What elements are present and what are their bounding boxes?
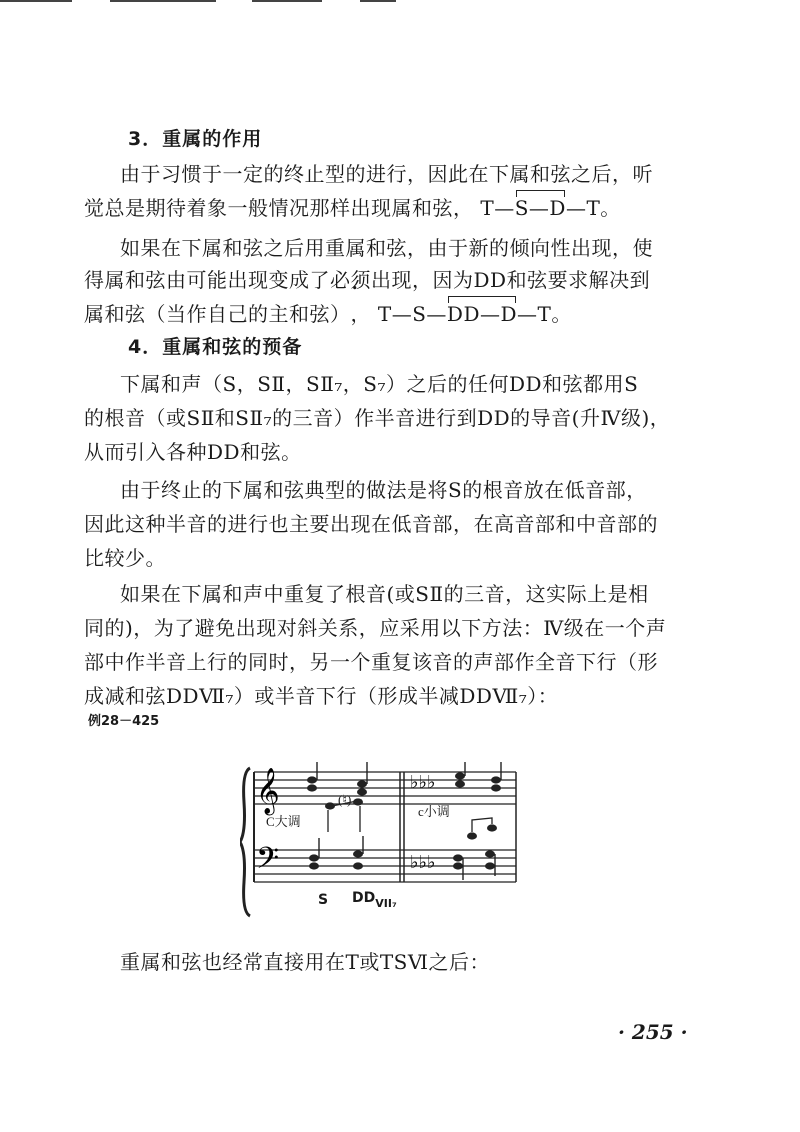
bass-clef-icon: 𝄢 bbox=[256, 842, 280, 883]
p4-line1: 由于终止的下属和弦典型的做法是将S的根音放在低音部， bbox=[120, 478, 647, 502]
bass-notes-m2 bbox=[453, 850, 495, 880]
header-rule-4 bbox=[360, 0, 396, 2]
p6-line1: 重属和弦也经常直接用在T或TSⅥ之后： bbox=[120, 950, 490, 974]
music-example bbox=[240, 762, 530, 922]
page-number: · 255 · bbox=[618, 1020, 688, 1044]
header-rule-1 bbox=[0, 0, 72, 2]
p5-line3: 部中作半音上行的同时，另一个重复该音的声部作全音下行（形 bbox=[84, 650, 658, 674]
grand-staff-brace bbox=[240, 768, 250, 916]
p1-line1: 由于习惯于一定的终止型的进行，因此在下属和弦之后，听 bbox=[120, 162, 653, 186]
chord-label-s: S bbox=[318, 892, 329, 908]
p2-line2: 得属和弦由可能出现变成了必须出现，因为DD和弦要求解决到 bbox=[84, 268, 651, 292]
p3-line3: 从而引入各种DD和弦。 bbox=[84, 440, 302, 464]
formula-1: T—S—D—T。 bbox=[480, 196, 621, 220]
formula-2: T—S—DD—D—T。 bbox=[377, 302, 572, 326]
flat-icon-bass: ♭♭♭ bbox=[410, 852, 436, 873]
chord-label-dd: $DD_{VII_7}$ bbox=[352, 890, 397, 910]
treble-staff bbox=[254, 772, 516, 804]
key-label-c-minor: c小调 bbox=[418, 804, 450, 819]
formula-2-bracket: DD—D bbox=[446, 302, 518, 326]
p5-line1: 如果在下属和声中重复了根音(或SⅡ的三音，这实际上是相 bbox=[120, 582, 649, 606]
p2-line3-text: 属和弦（当作自己的主和弦） bbox=[84, 302, 351, 326]
bass-notes-m1 bbox=[309, 836, 363, 870]
section-3-title: 3．重属的作用 bbox=[128, 128, 263, 150]
p5-line4: 成减和弦DDⅦ₇）或半音下行（形成半减DDⅦ₇）： bbox=[84, 684, 559, 708]
p3-line1: 下属和声（S，SⅡ，SⅡ₇，S₇）之后的任何DD和弦都用S bbox=[120, 372, 639, 396]
treble-notes-m2 bbox=[455, 762, 501, 840]
formula-1-bracket: S—D bbox=[514, 196, 566, 220]
p2-line3-dot: • ， bbox=[351, 298, 372, 327]
flat-icon: ♭♭♭ bbox=[410, 772, 436, 793]
p2-line3 bbox=[84, 298, 572, 327]
treble-notes-m1 bbox=[307, 762, 367, 810]
bass-staff bbox=[254, 850, 516, 882]
p4-line3: 比较少。 bbox=[84, 546, 166, 570]
p1-line2-text: 觉总是期待着象一般情况那样出现属和弦， bbox=[84, 196, 474, 220]
chord-label-dd-sub: VII₇ bbox=[375, 897, 397, 910]
header-rule-3 bbox=[252, 0, 322, 2]
p5-line2: 同的)，为了避免出现对斜关系，应采用以下方法：Ⅳ级在一个声 bbox=[84, 616, 667, 640]
p2-line1: 如果在下属和弦之后用重属和弦，由于新的倾向性出现，使 bbox=[120, 236, 653, 260]
p3-line2: 的根音（或SⅡ和SⅡ₇的三音）作半音进行到DD的导音(升Ⅳ级)， bbox=[84, 406, 671, 430]
key-label-c-major: C大调 bbox=[266, 814, 301, 829]
treble-clef-icon: 𝄞 bbox=[256, 768, 280, 814]
natural-sign: (♮) bbox=[338, 792, 352, 807]
p1-line2 bbox=[84, 192, 621, 221]
section-4-title: 4．重属和弦的预备 bbox=[128, 336, 303, 358]
p4-line2: 因此这种半音的进行也主要出现在低音部，在高音部和中音部的 bbox=[84, 512, 658, 536]
example-label: 例28－425 bbox=[88, 714, 160, 729]
header-rule-2 bbox=[110, 0, 216, 2]
